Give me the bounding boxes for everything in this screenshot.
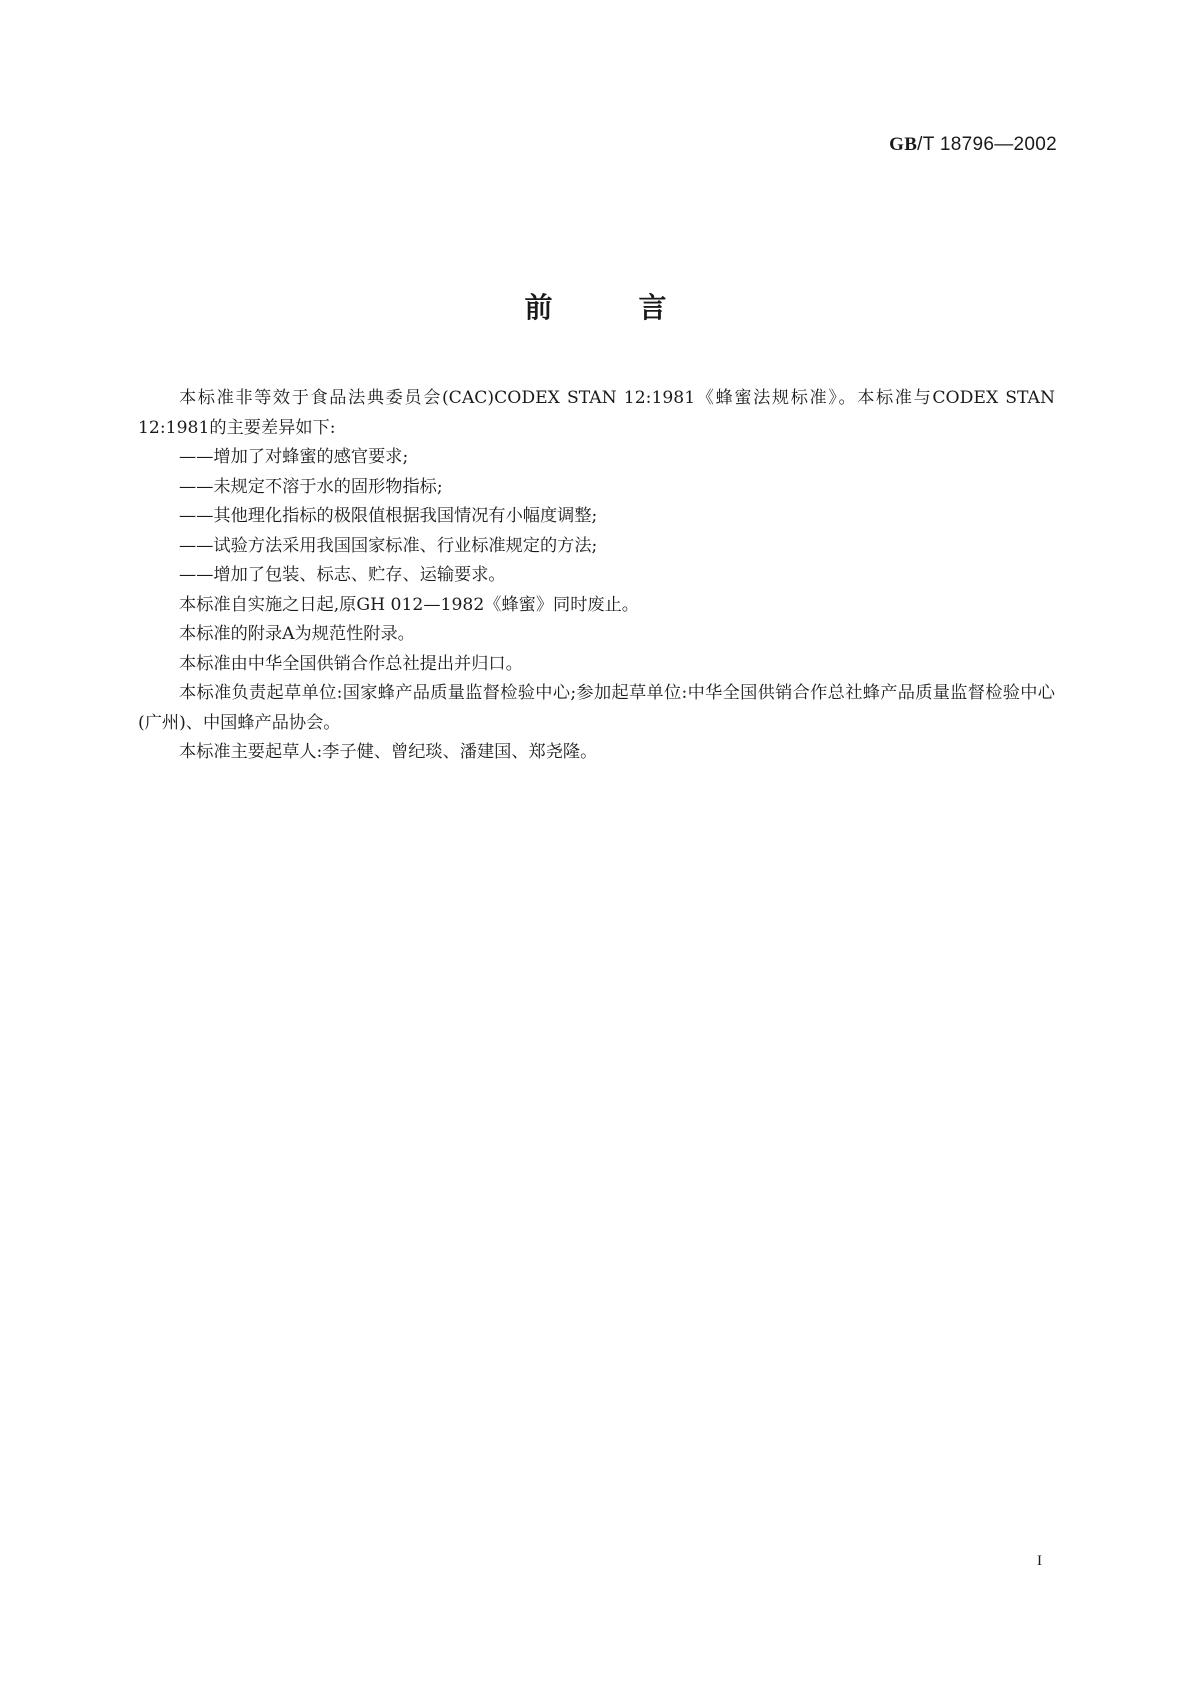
list-item-physicochemical: ——其他理化指标的极限值根据我国情况有小幅度调整; [179,506,598,526]
page-number: I [1037,1553,1042,1569]
standard-number [889,134,1057,156]
foreword-body [138,384,1055,768]
page-title [0,286,1191,326]
list-item-test-methods: ——试验方法采用我国国家标准、行业标准规定的方法; [179,535,598,556]
paragraph-equivalence: 本标准非等效于食品法典委员会(CAC)CODEX STAN 12:1981《蜂蜜法规标准》。本标准与CODEX STAN 12:1981的主要差异如下: [138,388,1055,438]
list-item-packaging: ——增加了包装、标志、贮存、运输要求。 [179,565,506,585]
title-char-1: 前 [524,291,553,324]
standard-number-suffix: /T 18796—2002 [917,134,1057,155]
paragraph-drafters: 本标准主要起草人:李子健、曾纪琰、潘建国、郑尧隆。 [179,742,598,762]
list-item-sensory: ——增加了对蜂蜜的感官要求; [179,447,409,467]
standard-code: GB [889,134,918,155]
paragraph-proposer: 本标准由中华全国供销合作总社提出并归口。 [179,653,523,674]
paragraph-drafting-units: 本标准负责起草单位:国家蜂产品质量监督检验中心;参加起草单位:中华全国供销合作总社蜂产品质量监督检验中心(广州)、中国蜂产品协会。 [138,683,1055,733]
list-item-insoluble-solids: ——未规定不溶于水的固形物指标; [179,476,443,497]
paragraph-annex: 本标准的附录A为规范性附录。 [179,624,415,644]
title-char-2: 言 [638,291,667,324]
paragraph-supersedes: 本标准自实施之日起,原GH 012—1982《蜂蜜》同时废止。 [179,594,639,615]
